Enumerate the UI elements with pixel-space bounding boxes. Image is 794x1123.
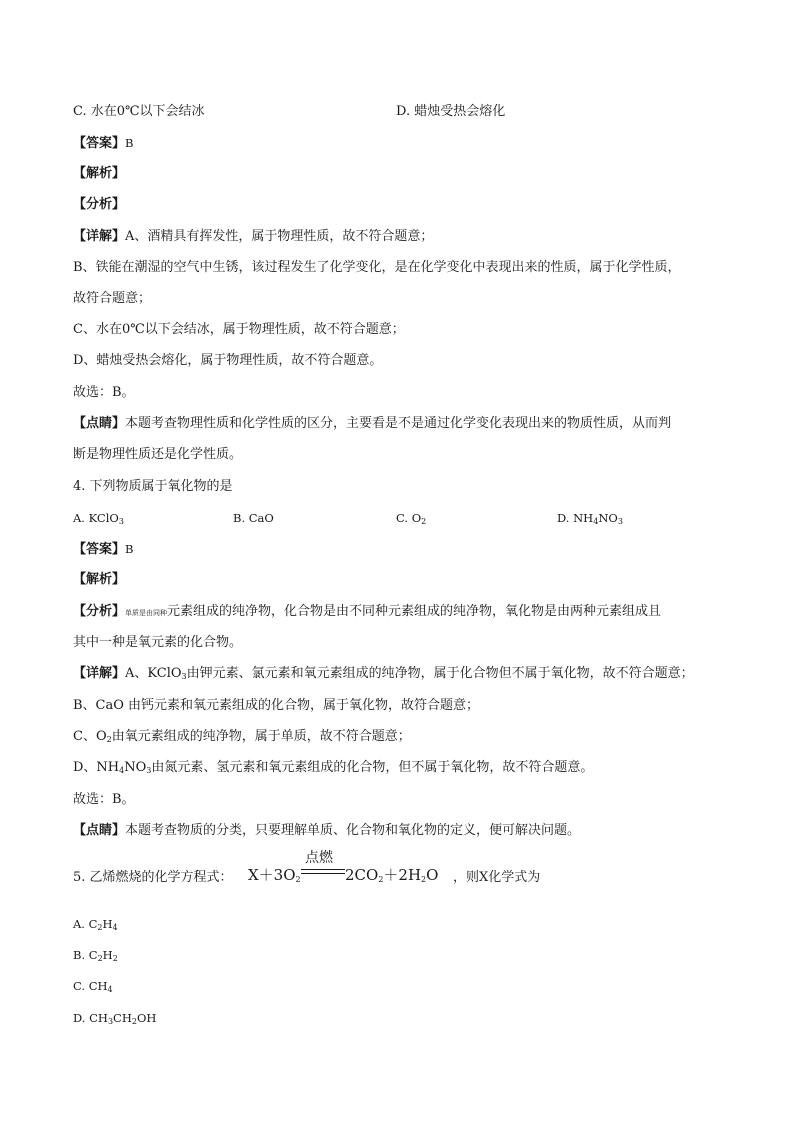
q4-option-b: B. CaO [233, 511, 274, 525]
subscript: 2 [421, 875, 427, 884]
q4-option-a-text: A. KClO [73, 511, 119, 525]
comment-label: 【点睛】 [73, 416, 126, 431]
formula-part: NO [124, 760, 147, 775]
subscript: 3 [617, 517, 623, 526]
q5-option-d [73, 1008, 156, 1028]
detail-c-pre: C、O [73, 729, 107, 744]
q4-answer-line [73, 539, 133, 560]
subscript: 4 [112, 923, 118, 932]
formula-part: H [102, 917, 113, 931]
q4-detail-c [73, 727, 411, 747]
detail-a-pre: A、KClO [125, 666, 182, 681]
q4-detail-a [73, 664, 694, 684]
subscript: 2 [421, 517, 427, 526]
q4-option-c [396, 508, 426, 528]
q5-option-b-text: B. C [73, 948, 98, 962]
q5-stem-pre: 5. 乙烯燃烧的化学方程式： [73, 870, 233, 885]
detail-d-post: 由氮元素、氢元素和氧元素组成的化合物，但不属于氧化物，故不符合题意。 [151, 760, 594, 775]
subscript: 2 [106, 735, 112, 744]
subscript: 2 [131, 1017, 137, 1026]
subscript: 4 [107, 985, 113, 994]
subscript: 3 [181, 672, 187, 681]
formula-part: CH [113, 1011, 132, 1025]
reaction-arrow-bar [301, 869, 345, 874]
formula-part: O [426, 866, 439, 884]
comment-label: 【点睛】 [73, 823, 126, 838]
q5-option-b [73, 945, 118, 965]
subscript: 2 [295, 875, 301, 884]
answer-label: 【答案】 [73, 542, 126, 557]
comment-text: 本题考查物理性质和化学性质的区分，主要看是不是通过化学变化表现出来的物质性质，从而判 [125, 416, 672, 431]
q4-option-c-text: C. O [396, 511, 422, 525]
q5-option-c-text: C. CH [73, 979, 108, 993]
formula-part: NO [598, 511, 618, 525]
fenxi-label: 【分析】 [73, 197, 126, 212]
q4-option-d-text: D. NH [557, 511, 594, 525]
subscript: 2 [378, 875, 384, 884]
q5-option-a-text: A. C [73, 917, 98, 931]
q4-stem: 4. 下列物质属于氧化物的是 [73, 479, 233, 494]
q4-option-d [557, 508, 623, 528]
detail-text: A、酒精具有挥发性，属于物理性质，故不符合题意； [125, 229, 434, 244]
formula-part: H [102, 948, 113, 962]
q3-comment-1 [73, 414, 671, 434]
answer-value: B [125, 136, 134, 150]
subscript: 2 [112, 954, 118, 963]
fenxi-label: 【分析】 [73, 604, 126, 619]
q4-detail-b: B、CaO 由钙元素和氧元素组成的化合物，属于氧化物，故符合题意； [73, 698, 480, 713]
q4-choose: 故选：B。 [73, 792, 135, 807]
q3-choose: 故选：B。 [73, 385, 135, 400]
detail-d-pre: D、NH [73, 760, 120, 775]
subscript: 4 [593, 517, 599, 526]
q3-detail-d: D、蜡烛受热会熔化，属于物理性质，故不符合题意。 [73, 353, 383, 368]
formula-part: ＋2H [383, 866, 422, 884]
subscript: 2 [97, 923, 103, 932]
q4-detail-d [73, 758, 593, 778]
detail-label: 【详解】 [73, 666, 126, 681]
reaction-condition: 点燃 [305, 850, 333, 866]
q5-option-d-text: D. CH [73, 1011, 108, 1025]
q3-detail-b1: B、铁能在潮湿的空气中生锈，该过程发生了化学变化，是在化学变化中表现出来的性质，属于化学性质， [73, 260, 681, 275]
analysis-label: 【解析】 [73, 572, 126, 587]
q5-stem-post: ，则X化学式为 [453, 870, 541, 885]
q3-detail-b2: 故符合题意； [73, 291, 152, 306]
q3-option-c: C. 水在0℃以下会结冰 [73, 104, 205, 119]
q4-fenxi-2: 其中一种是氧元素的化合物。 [73, 635, 243, 650]
detail-c-post: 由氧元素组成的纯净物，属于单质，故不符合题意； [111, 729, 411, 744]
comment-text: 本题考查物质的分类，只要理解单质、化合物和氧化物的定义，便可解决问题。 [125, 823, 581, 838]
subscript: 4 [119, 766, 125, 775]
fenxi-text: 元素组成的纯净物，化合物是由不同种元素组成的纯净物，氧化物是由两种元素组成且 [167, 604, 662, 619]
q5-option-a [73, 914, 118, 934]
detail-label: 【详解】 [73, 229, 126, 244]
q3-answer-line [73, 133, 133, 154]
detail-a-post: 由钾元素、氯元素和氧元素组成的纯净物，属于化合物但不属于氧化物，故不符合题意； [186, 666, 694, 681]
formula-part: X＋3O [248, 866, 296, 884]
subscript: 3 [146, 766, 152, 775]
q4-option-a [73, 508, 124, 528]
equation-rhs [345, 864, 438, 885]
formula-part: OH [136, 1011, 157, 1025]
q3-comment-2: 断是物理性质还是化学性质。 [73, 447, 243, 462]
subscript: 3 [107, 1017, 114, 1026]
q3-detail-c: C、水在0℃以下会结冰，属于物理性质，故不符合题意； [73, 322, 405, 337]
q4-comment [73, 821, 580, 841]
q5-option-c [73, 976, 113, 996]
subscript: 2 [97, 954, 103, 963]
q4-fenxi-1 [73, 602, 661, 623]
answer-label: 【答案】 [73, 136, 126, 151]
formula-part: 2CO [345, 866, 379, 884]
equation-lhs [248, 864, 301, 885]
analysis-label: 【解析】 [73, 166, 126, 181]
answer-value: B [125, 542, 134, 556]
subscript: 3 [118, 517, 124, 526]
q3-option-d: D. 蜡烛受热会熔化 [396, 104, 506, 119]
fenxi-small-text: 单质是由同种 [125, 609, 168, 617]
q3-detail-a [73, 227, 433, 247]
